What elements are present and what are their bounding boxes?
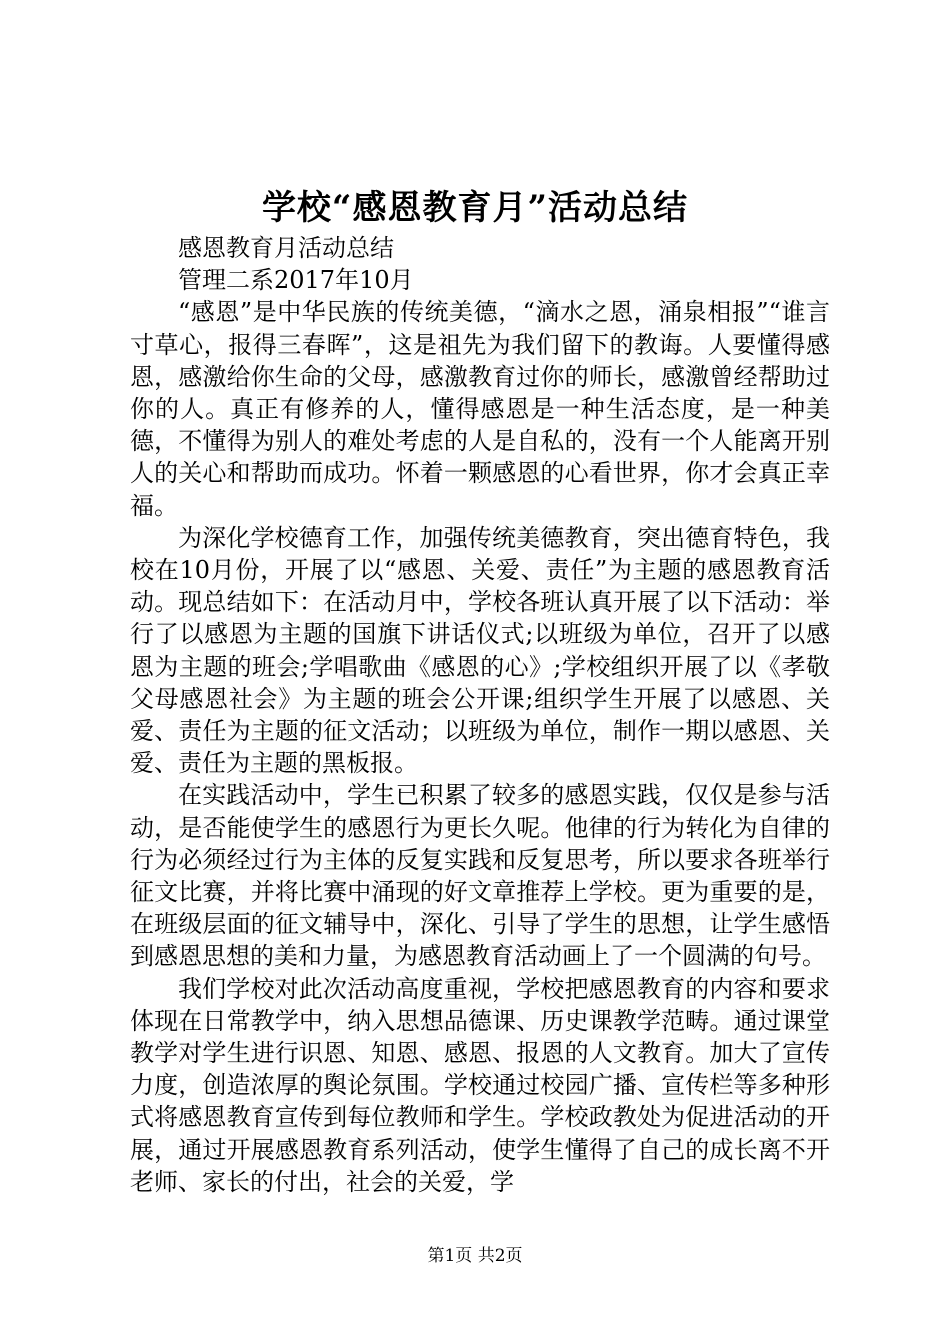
document-subtitle: 感恩教育月活动总结 bbox=[178, 234, 394, 262]
author-date-line: 管理二系2017年10月 bbox=[178, 266, 414, 295]
document-title: 学校“感恩教育月”活动总结 bbox=[261, 188, 689, 228]
paragraph-1: “感恩”是中华民族的传统美德，“滴水之恩，涌泉相报”“谁言寸草心，报得三春晖”，这是祖先为我们留下的教诲。人要懂得感恩，感激给你生命的父母，感激教育过你的师长，感激曾经帮助过你的人。真正有修养的人，懂得感恩是一种生活态度，是一种美德，不懂得为别人的难处考虑的人是自私的，没有一个人能离开别人的关心和帮助而成功。怀着一颗感恩的心看世界，你才会真正幸福。 bbox=[130, 298, 830, 520]
paragraph-3: 在实践活动中，学生已积累了较多的感恩实践，仅仅是参与活动，是否能使学生的感恩行为更长久呢。他律的行为转化为自律的行为必须经过行为主体的反复实践和反复思考，所以要求各班举行征文比赛，并将比赛中涌现的好文章推荐上学校。更为重要的是，在班级层面的征文辅导中，深化、引导了学生的思想，让学生感悟到感恩思想的美和力量，为感恩教育活动画上了一个圆满的句号。 bbox=[130, 781, 830, 971]
paragraph-2: 为深化学校德育工作，加强传统美德教育，突出德育特色，我校在10月份，开展了以“感恩、关爱、责任”为主题的感恩教育活动。现总结如下：在活动月中，学校各班认真开展了以下活动：举行了以感恩为主题的国旗下讲话仪式;以班级为单位，召开了以感恩为主题的班会;学唱歌曲《感恩的心》;学校组织开展了以《孝敬父母感恩社会》为主题的班会公开课;组织学生开展了以感恩、关爱、责任为主题的征文活动；以班级为单位，制作一期以感恩、关爱、责任为主题的黑板报。 bbox=[130, 523, 830, 778]
document-body bbox=[130, 232, 830, 1198]
paragraph-4: 我们学校对此次活动高度重视，学校把感恩教育的内容和要求体现在日常教学中，纳入思想品德课、历史课教学范畴。通过课堂教学对学生进行识恩、知恩、感恩、报恩的人文教育。加大了宣传力度，创造浓厚的舆论氛围。学校通过校园广播、宣传栏等多种形式将感恩教育宣传到每位教师和学生。学校政教处为促进活动的开展，通过开展感恩教育系列活动，使学生懂得了自己的成长离不开老师、家长的付出，社会的关爱，学 bbox=[130, 974, 830, 1196]
page-footer: 第1页 共2页 bbox=[427, 1246, 523, 1266]
